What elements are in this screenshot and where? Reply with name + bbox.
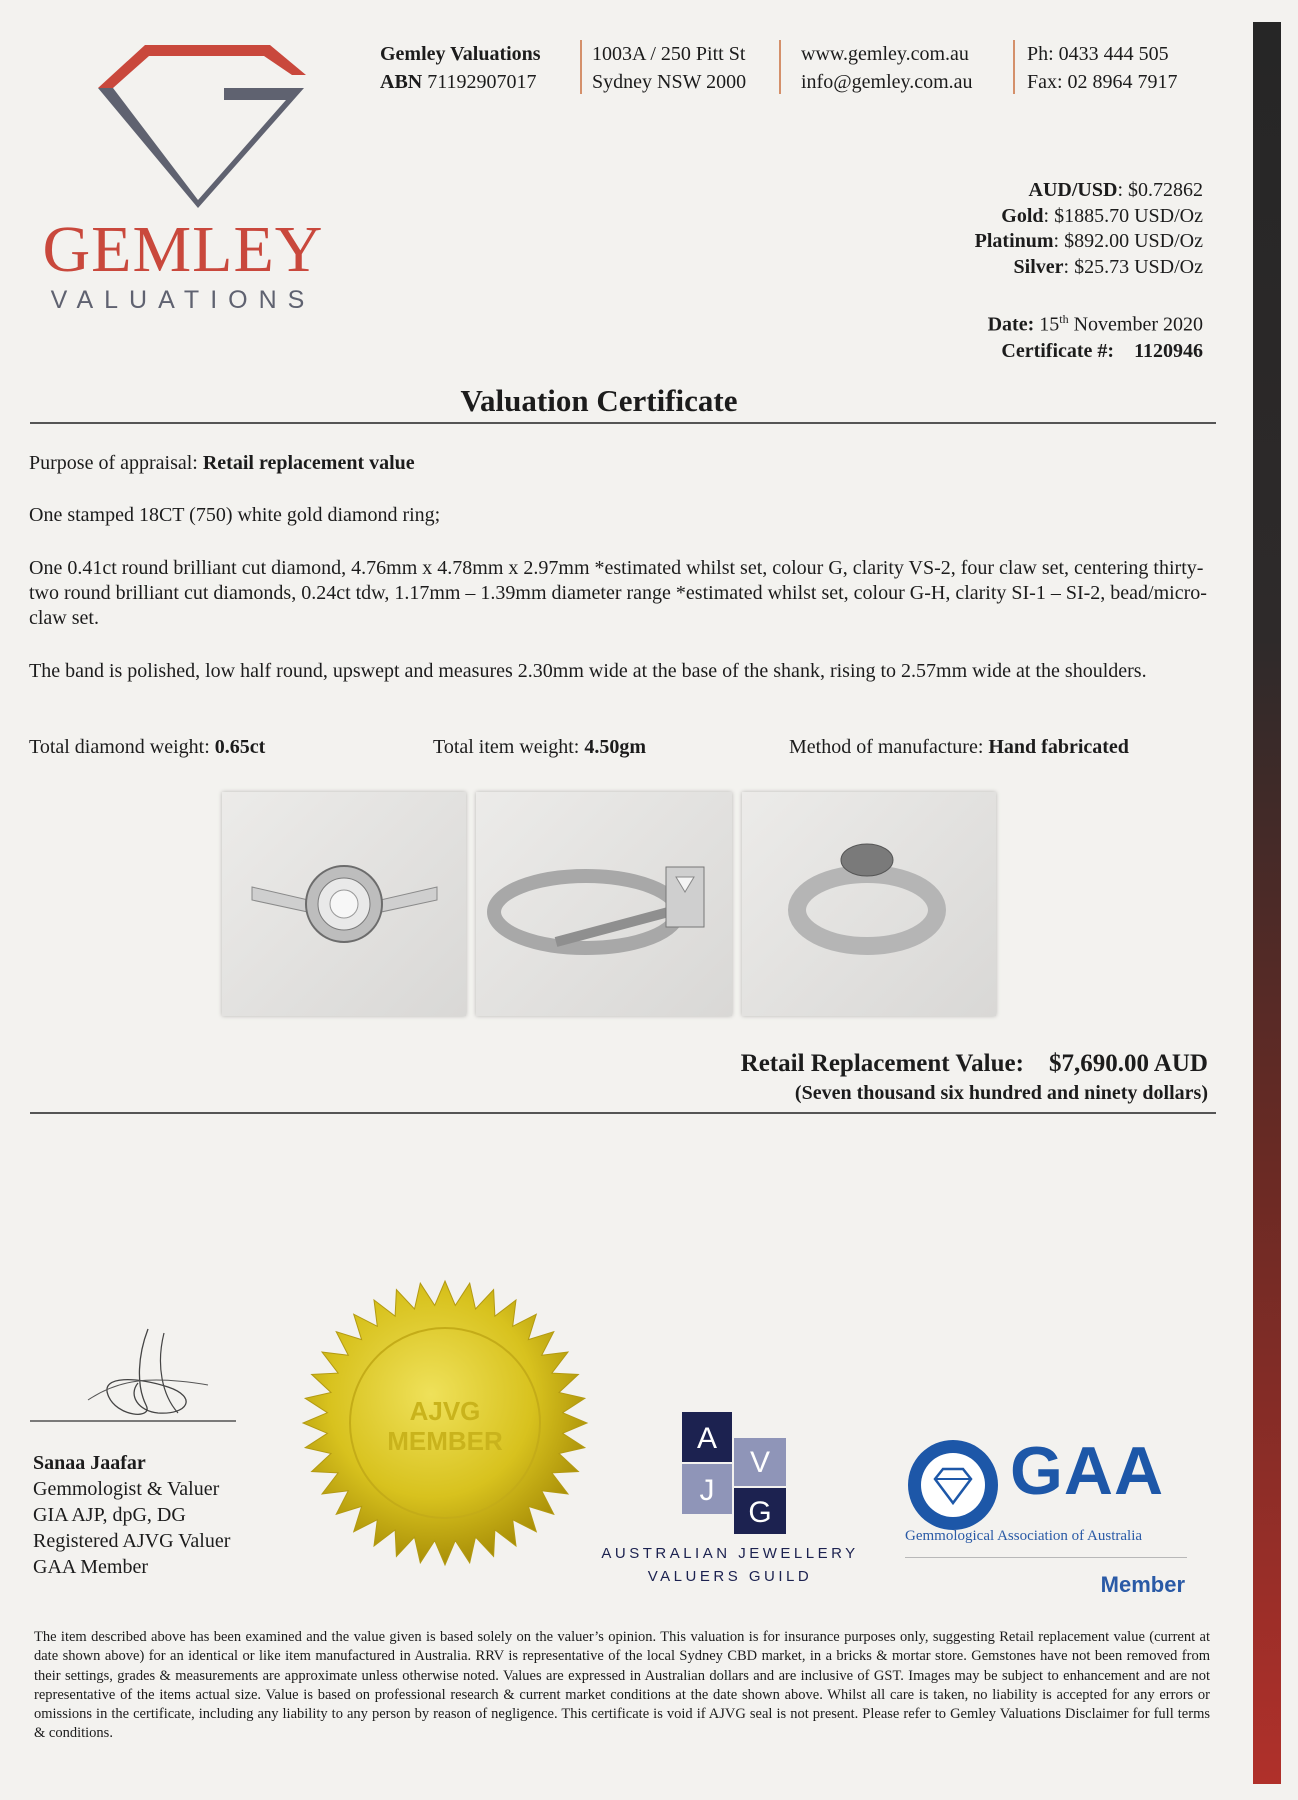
metal-rates — [975, 178, 1203, 280]
total-item-weight — [433, 736, 646, 759]
ajvg-name-line-1: AUSTRALIAN JEWELLERY — [601, 1545, 859, 1562]
header-contact — [1027, 40, 1178, 96]
certificate-meta — [988, 306, 1203, 364]
band-description: The band is polished, low half round, upswept and measures 2.30mm wide at the base of the shank, rising to 2.57mm wide at the shoulders. — [29, 660, 1147, 682]
platinum-label: Platinum — [974, 230, 1054, 252]
ring-photo-back — [742, 792, 996, 1016]
seal-text-1: AJVG — [409, 1396, 481, 1426]
ajvg-letter-g: G — [748, 1496, 772, 1529]
gaa-full-name: Gemmological Association of Australia — [905, 1528, 1143, 1544]
value-rule — [30, 1112, 1216, 1114]
purpose-label: Purpose of appraisal: — [29, 452, 198, 474]
valuer-registration: Registered AJVG Valuer — [33, 1530, 231, 1552]
date-suffix: th — [1059, 312, 1069, 326]
valuer-membership: GAA Member — [33, 1556, 148, 1578]
header-company — [380, 40, 541, 96]
fax-number: Fax: 02 8964 7917 — [1027, 71, 1178, 93]
gemley-logo-word: GEMLEY — [42, 213, 324, 286]
website-link[interactable]: www.gemley.com.au — [801, 43, 969, 65]
disclaimer-text: The item described above has been examined and the value given is based solely on the valuer’s opinion. This valuation is for insurance purposes only, suggesting Retail replacement value (current at date shown above) for an identical or like item manufactured in Australia. RRV is representative of the local Sydney CBD market, in a bricks & mortar store. Gemstones have not been removed from their settings, grades & measurements are approximate unless otherwise noted. Values are expressed in Australian dollars and are inclusive of GST. Images may be subject to enhancement and are not representative of the items actual size. Value is based on professional research & current market conditions at the date shown above. Whilst all care is taken, no liability is accepted for any errors or omissions in the certificate, including any liability to any person by reason of negligence. This certificate is void if AJVG seal is not present. Please refer to Gemley Valuations Disclaimer for full terms & conditions. — [34, 1629, 1210, 1742]
date-rest: November 2020 — [1073, 313, 1203, 336]
value-label: Retail Replacement Value: — [740, 1050, 1024, 1077]
date-day: 15 — [1039, 313, 1060, 336]
purpose-value: Retail replacement value — [202, 452, 415, 474]
ajvg-name — [570, 1542, 890, 1588]
item-line: One stamped 18CT (750) white gold diamond ring; — [29, 504, 441, 526]
diamond-weight-value: 0.65ct — [214, 736, 266, 758]
valuer-name: Sanaa Jaafar — [33, 1452, 146, 1474]
silver-label: Silver — [1013, 255, 1064, 278]
diamond-description: One 0.41ct round brilliant cut diamond, 4.76mm x 4.78mm x 2.97mm *estimated whilst set, colour G, clarity VS-2, four claw set, centering thirty-two round brilliant cut diamonds, 0.24ct tdw, 1.17mm – 1.39mm diameter range *estimated whilst set, colour G-H, clarity SI-1 – SI-2, bead/micro-claw set. — [29, 557, 1207, 629]
purpose-line — [29, 451, 1215, 476]
header-divider — [779, 40, 781, 94]
gaa-member-label: Member — [1100, 1572, 1185, 1597]
valuer-details — [33, 1450, 230, 1580]
gemley-logo-subtitle: VALUATIONS — [50, 286, 316, 314]
email-link[interactable]: info@gemley.com.au — [801, 71, 973, 93]
header-address — [592, 40, 746, 96]
platinum-value: : $892.00 USD/Oz — [1053, 230, 1203, 252]
ring-side-icon — [476, 792, 732, 1016]
ring-photo-front — [222, 792, 466, 1016]
title-rule — [30, 422, 1216, 424]
ajvg-name-line-2: VALUERS GUILD — [647, 1568, 813, 1585]
gaa-diamond-emblem-icon — [905, 1437, 1001, 1533]
gold-label: Gold — [1001, 204, 1044, 227]
valuer-qualifications: GIA AJP, dpG, DG — [33, 1504, 186, 1526]
ajvg-letter-j: J — [699, 1474, 715, 1507]
company-name: Gemley Valuations — [380, 43, 541, 65]
ajvg-letter-a: A — [696, 1422, 718, 1455]
valuer-title: Gemmologist & Valuer — [33, 1478, 220, 1500]
method-label: Method of manufacture: — [789, 736, 984, 758]
item-weight-label: Total item weight: — [433, 736, 580, 758]
gaa-abbreviation: GAA — [1010, 1433, 1165, 1509]
retail-replacement-value — [741, 1050, 1208, 1105]
seal-text-2: MEMBER — [387, 1426, 503, 1456]
value-in-words: (Seven thousand six hundred and ninety dollars) — [794, 1082, 1208, 1104]
aud-usd-label: AUD/USD — [1028, 179, 1118, 201]
abn-number: 71192907017 — [427, 71, 537, 93]
abn-label: ABN — [380, 71, 423, 93]
ajvg-gold-seal — [300, 1278, 590, 1568]
silver-value: : $25.73 USD/Oz — [1063, 255, 1203, 278]
ring-back-icon — [742, 792, 996, 1016]
item-weight-value: 4.50gm — [584, 736, 647, 758]
aud-usd-value: : $0.72862 — [1117, 179, 1203, 201]
gaa-divider — [905, 1557, 1187, 1558]
address-line-2: Sydney NSW 2000 — [592, 71, 747, 93]
header-divider — [580, 40, 582, 94]
signature — [28, 1325, 238, 1425]
certificate-number: 1120946 — [1134, 339, 1203, 362]
decorative-side-bar — [1253, 22, 1281, 1784]
value-amount: $7,690.00 AUD — [1048, 1050, 1208, 1077]
certificate-label: Certificate #: — [1001, 339, 1115, 362]
gold-value: : $1885.70 USD/Oz — [1043, 204, 1203, 227]
page-title: Valuation Certificate — [460, 383, 738, 418]
ajvg-letter-v: V — [749, 1446, 771, 1479]
diamond-weight-label: Total diamond weight: — [29, 736, 210, 758]
header-web — [801, 40, 973, 96]
ring-front-icon — [222, 792, 466, 1016]
address-line-1: 1003A / 250 Pitt St — [592, 43, 746, 65]
header-divider — [1013, 40, 1015, 94]
phone-number: Ph: 0433 444 505 — [1027, 43, 1169, 65]
total-diamond-weight — [29, 736, 265, 759]
method-of-manufacture — [789, 736, 1129, 759]
date-label: Date: — [987, 313, 1035, 336]
method-value: Hand fabricated — [988, 736, 1129, 758]
ring-photo-side — [476, 792, 732, 1016]
ajvg-logo — [680, 1410, 790, 1535]
